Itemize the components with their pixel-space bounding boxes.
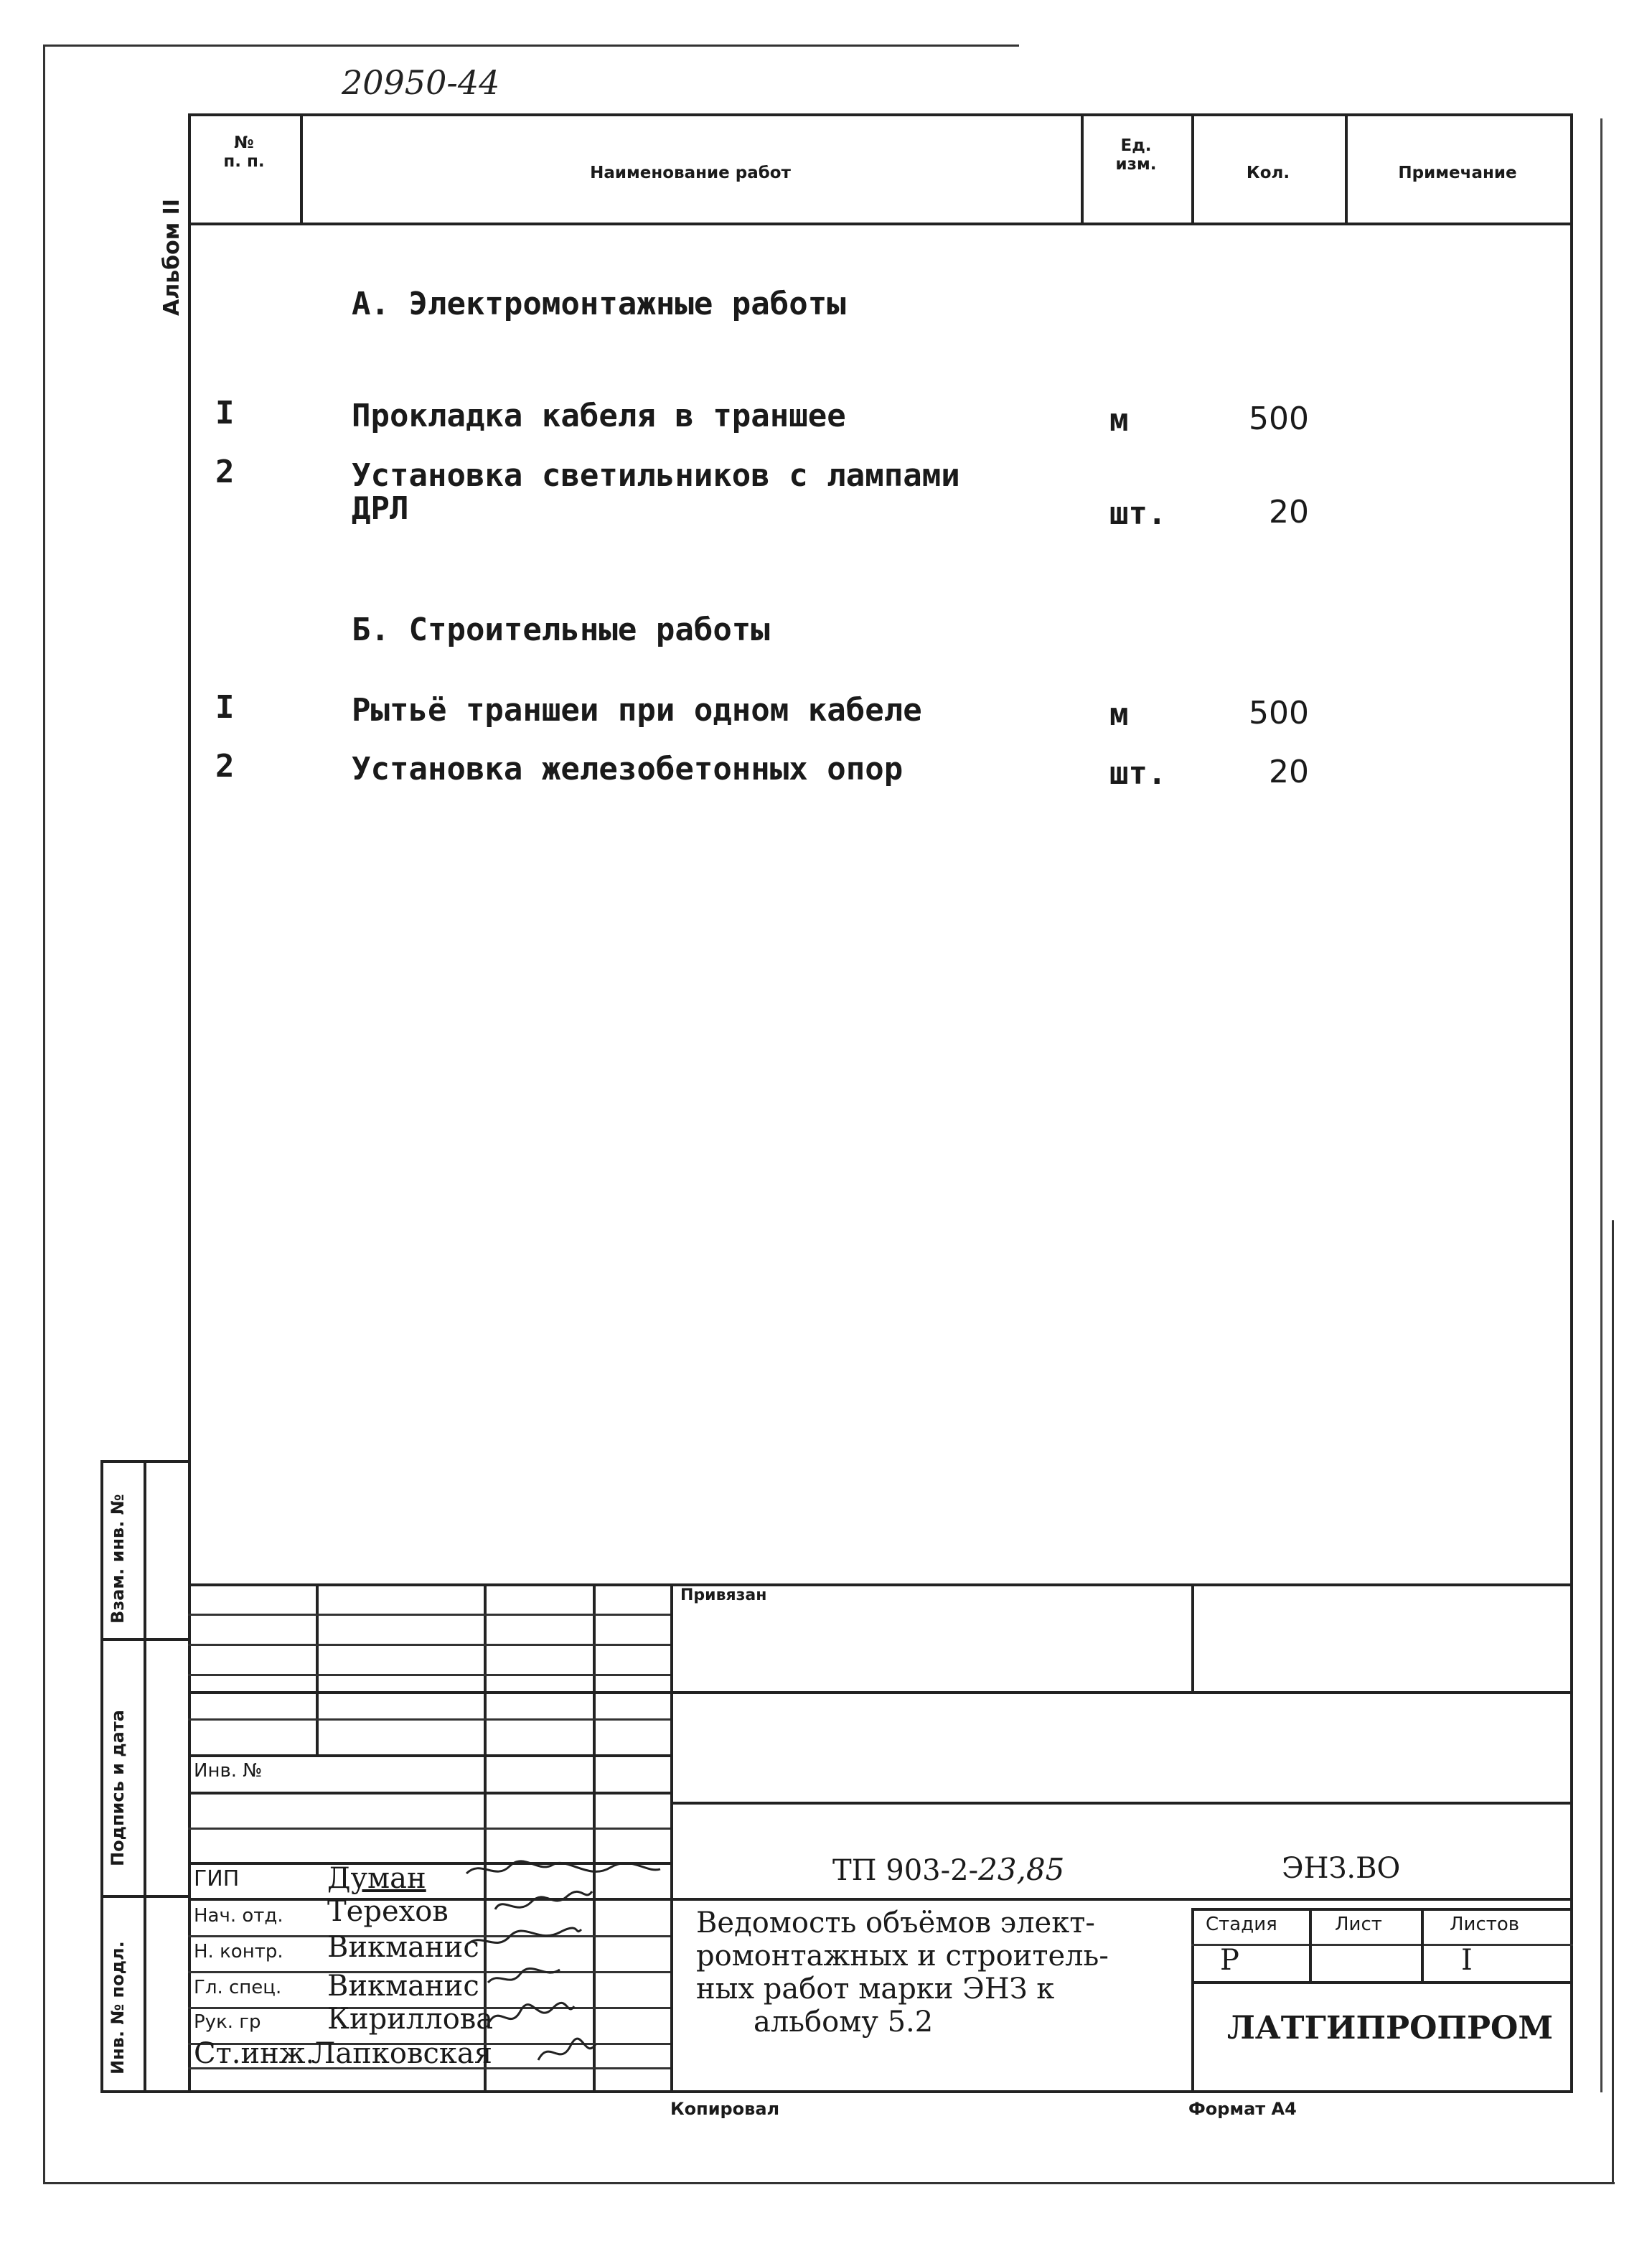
header-unit: Ед. изм. <box>1115 136 1157 174</box>
header-bottom-line <box>188 223 1573 225</box>
document-title-line-1: Ведомость объёмов элект- <box>696 1906 1095 1939</box>
section-a-row2-unit: шт. <box>1109 495 1167 532</box>
header-name: Наименование работ <box>590 164 791 182</box>
side-label-vzam: Взам. инв. № <box>108 1494 128 1624</box>
tb-row-2 <box>188 1644 670 1646</box>
signer-role-3: Н. контр. <box>194 1941 283 1962</box>
section-b-row1-qty: 500 <box>1249 695 1309 731</box>
signer-name-2: Терехов <box>327 1895 449 1928</box>
document-title-line-4: альбому 5.2 <box>754 2006 934 2039</box>
tb-top-line <box>188 1583 1573 1586</box>
section-a-row2-name: Установка светильников с лампами ДРЛ <box>352 457 960 527</box>
project-code-handwritten: 23,85 <box>978 1852 1065 1887</box>
section-a-row1-qty: 500 <box>1249 401 1309 437</box>
sheet-right-edge <box>1612 1220 1614 2184</box>
stage-label: Стадия <box>1206 1914 1277 1935</box>
section-a-row2-qty: 20 <box>1269 494 1309 530</box>
signature-terehov <box>495 1891 592 1909</box>
section-b-title: Б. Строительные работы <box>352 612 770 648</box>
sheet-bottom-edge <box>43 2182 1615 2184</box>
signer-role-6: Ст.инж. <box>194 2037 315 2070</box>
sheet-label: Лист <box>1335 1914 1382 1935</box>
tb-row-4 <box>188 1691 1573 1694</box>
side-label-inv-podl: Инв. № подл. <box>108 1941 128 2074</box>
margin-line-bottom <box>100 2090 189 2093</box>
frame-left <box>188 113 191 2093</box>
section-b-row1-unit: м <box>1109 696 1129 733</box>
section-a-row2-num: 2 <box>215 454 235 490</box>
stage-grid-top <box>1191 1908 1573 1911</box>
document-number-handwritten: 20950-44 <box>342 63 500 102</box>
margin-col-left <box>100 1460 103 2092</box>
signer-name-4: Викманис <box>327 1970 479 2003</box>
margin-top-line <box>100 1460 189 1463</box>
signature-vikmanis-1 <box>466 1928 581 1945</box>
project-code-typed: ТП 903-2- <box>832 1854 979 1887</box>
section-a-row1-num: I <box>215 395 235 431</box>
section-b-row1-name: Рытьё траншеи при одном кабеле <box>352 692 922 729</box>
sheets-label: Листов <box>1450 1914 1520 1935</box>
stage-grid-mid <box>1191 1944 1573 1946</box>
signature-lapkovskaya <box>538 2039 596 2060</box>
section-a-row1-name: Прокладка кабеля в траншее <box>352 398 846 434</box>
margin-col-mid <box>144 1460 146 2092</box>
frame-bottom <box>188 2090 1573 2093</box>
signature-vikmanis-2 <box>488 1969 560 1983</box>
side-label-album: Альбом II <box>159 198 184 316</box>
tb-row-3 <box>188 1674 670 1676</box>
section-b-row2-num: 2 <box>215 748 235 785</box>
sheet-top-edge <box>43 45 1019 47</box>
signature-strokes <box>431 1852 675 2089</box>
header-note: Примечание <box>1398 164 1517 182</box>
signer-role-1: ГИП <box>194 1866 240 1891</box>
signature-duman <box>466 1861 660 1873</box>
header-qty: Кол. <box>1246 164 1290 182</box>
stage-col-1 <box>1309 1908 1312 1983</box>
section-b-row2-name: Установка железобетонных опор <box>352 751 904 787</box>
margin-line-3 <box>100 1895 189 1898</box>
tb-col-1 <box>316 1583 319 1756</box>
signer-name-3: Викманис <box>327 1931 479 1964</box>
signer-role-5: Рук. гр <box>194 2011 261 2033</box>
drawing-mark: ЭНЗ.ВО <box>1282 1852 1401 1885</box>
organization-name: ЛАТГИПРОПРОМ <box>1227 2010 1554 2046</box>
tb-col-5 <box>1191 1583 1194 1691</box>
tb-row-5 <box>188 1718 670 1721</box>
section-b-row1-num: I <box>215 689 235 726</box>
signer-role-2: Нач. отд. <box>194 1905 283 1927</box>
stage-grid-bottom <box>1191 1981 1573 1984</box>
tb-row-8 <box>670 1802 1573 1805</box>
signer-role-4: Гл. спец. <box>194 1977 282 1998</box>
section-b-row2-qty: 20 <box>1269 754 1309 790</box>
header-num: № п. п. <box>223 134 265 171</box>
signature-kirillova <box>488 2003 574 2024</box>
footer-copied: Копировал <box>670 2099 780 2119</box>
sheet-left-edge <box>43 45 45 2184</box>
section-b-row2-unit: шт. <box>1109 755 1167 792</box>
footer-format: Формат А4 <box>1188 2099 1297 2119</box>
frame-right-outer <box>1600 118 1602 2092</box>
inv-no-label: Инв. № <box>194 1760 263 1782</box>
privyazan-label: Привязан <box>680 1586 767 1604</box>
tb-col-6 <box>1191 1908 1194 2090</box>
frame-top <box>188 113 1573 116</box>
section-a-row1-unit: м <box>1109 402 1129 439</box>
project-code <box>832 1852 1064 1887</box>
signer-name-5: Кириллова <box>327 2003 494 2036</box>
sheets-value: I <box>1461 1944 1473 1977</box>
document-title-line-3: ных работ марки ЭНЗ к <box>696 1973 1055 2006</box>
signer-name-1: Думан <box>327 1862 426 1895</box>
tb-row-7 <box>188 1792 670 1795</box>
document-title-line-2: ромонтажных и строитель- <box>696 1939 1109 1973</box>
stage-col-2 <box>1421 1908 1424 1983</box>
signer-name-6: Лапковская <box>311 2037 492 2070</box>
tb-row-6 <box>188 1754 670 1757</box>
margin-line-2 <box>100 1638 189 1641</box>
frame-right <box>1570 113 1573 2093</box>
tb-row-9 <box>188 1828 670 1830</box>
stage-value: Р <box>1220 1944 1239 1977</box>
section-a-title: А. Электромонтажные работы <box>352 286 846 322</box>
tb-row-1 <box>188 1614 670 1616</box>
side-label-podpis: Подпись и дата <box>108 1710 128 1866</box>
